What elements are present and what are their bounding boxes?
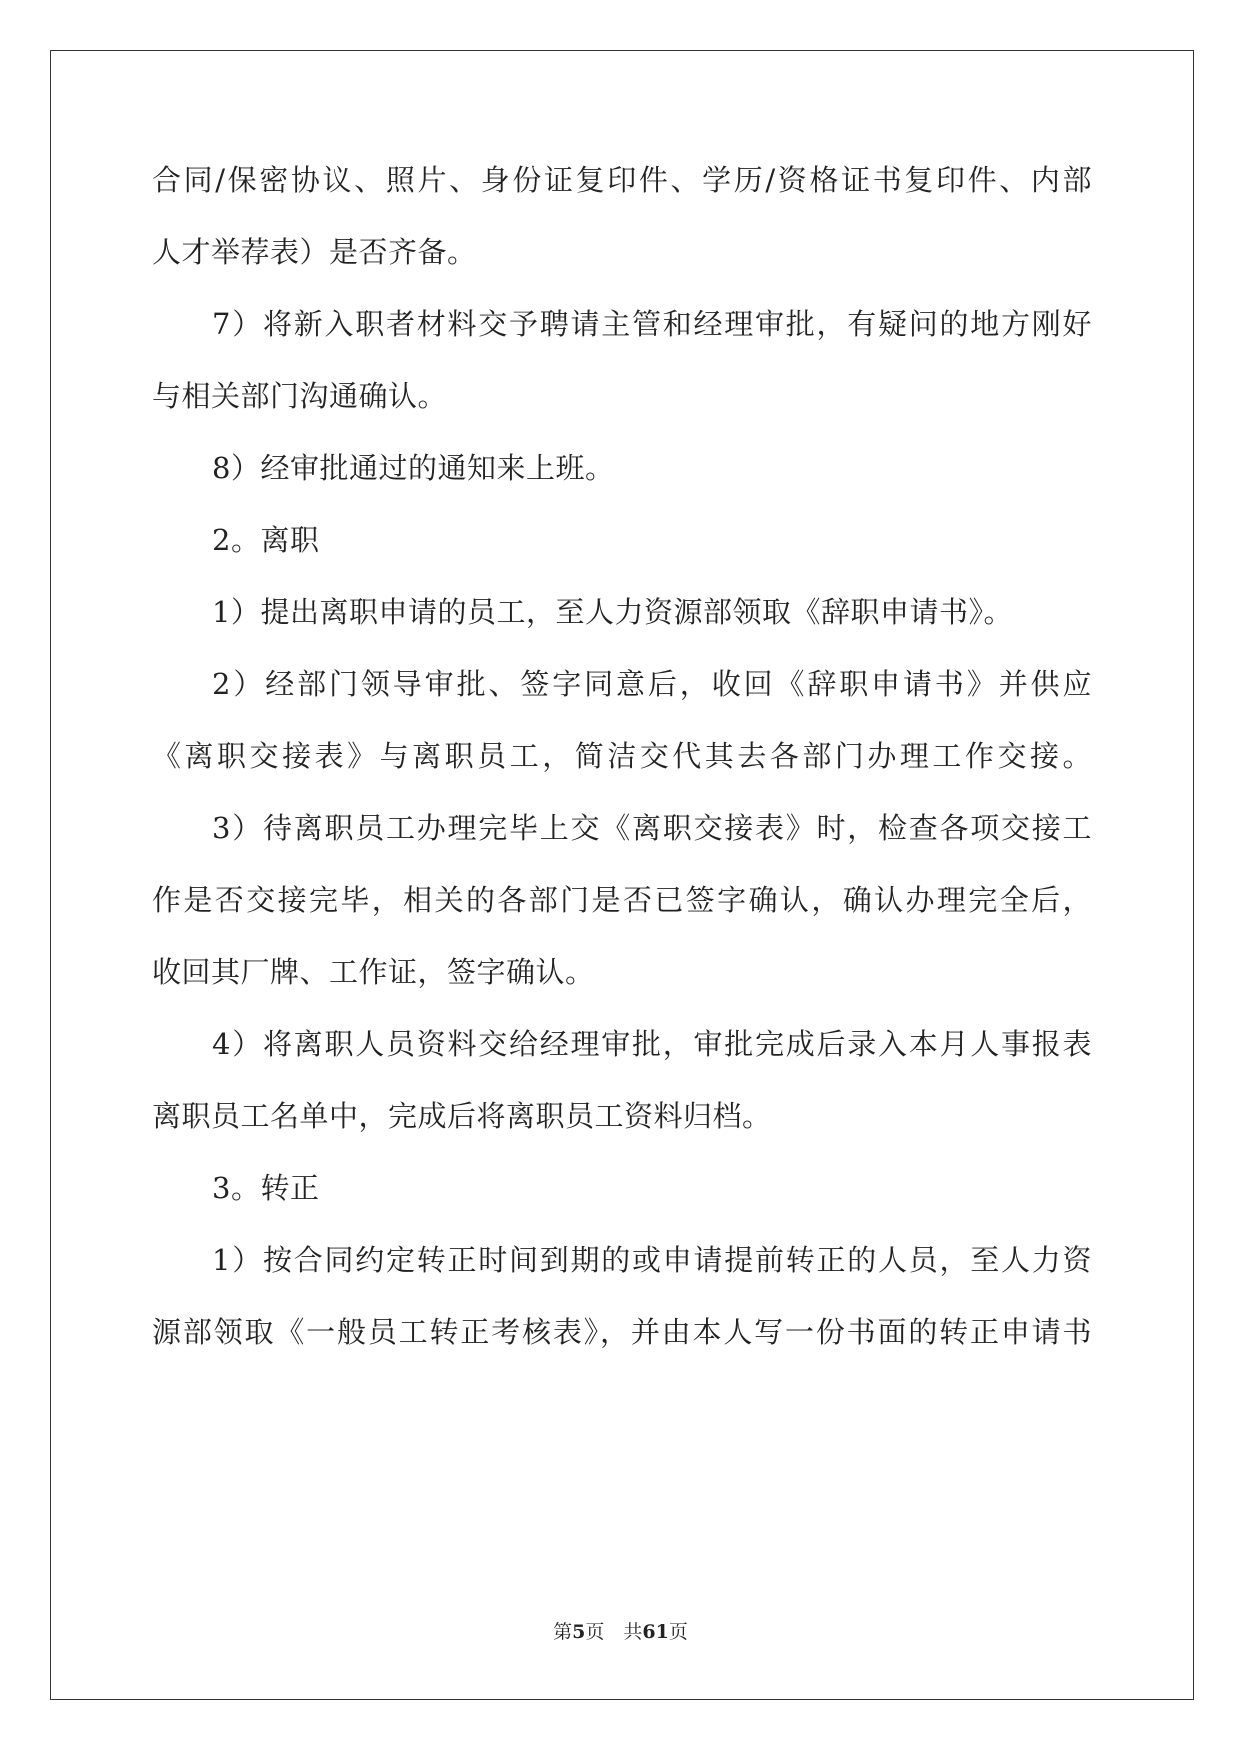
text-line: 1）提出离职申请的员工，至人力资源部领取《辞职申请书》。 bbox=[212, 595, 1013, 629]
page-border bbox=[50, 50, 1194, 1700]
total-page-number: 61 bbox=[642, 1621, 669, 1643]
text-line: 离职员工名单中，完成后将离职员工资料归档。 bbox=[152, 1099, 772, 1133]
text-line: 7）将新入职者材料交予聘请主管和经理审批，有疑问的地方刚好 bbox=[212, 307, 1092, 341]
text-line: 人才举荐表）是否齐备。 bbox=[152, 235, 477, 269]
text-line: 4）将离职人员资料交给经理审批，审批完成后录入本月人事报表 bbox=[212, 1027, 1092, 1061]
text-line: 8）经审批通过的通知来上班。 bbox=[212, 451, 615, 485]
text-line: 源部领取《一般员工转正考核表》，并由本人写一份书面的转正申请书 bbox=[152, 1315, 1092, 1349]
section-heading: 2。离职 bbox=[212, 523, 320, 557]
text-line: 合同/保密协议、照片、身份证复印件、学历/资格证书复印件、内部 bbox=[152, 163, 1092, 197]
footer-mid: 页 共 bbox=[585, 1621, 643, 1643]
text-line: 2）经部门领导审批、签字同意后，收回《辞职申请书》并供应 bbox=[212, 667, 1092, 701]
text-line: 1）按合同约定转正时间到期的或申请提前转正的人员，至人力资 bbox=[212, 1243, 1092, 1277]
text-line: 收回其厂牌、工作证，签字确认。 bbox=[152, 955, 595, 989]
text-line: 与相关部门沟通确认。 bbox=[152, 379, 448, 413]
text-line: 《离职交接表》与离职员工，简洁交代其去各部门办理工作交接。 bbox=[152, 739, 1092, 773]
text-line: 作是否交接完毕，相关的各部门是否已签字确认，确认办理完全后， bbox=[152, 883, 1092, 917]
text-line: 3）待离职员工办理完毕上交《离职交接表》时，检查各项交接工 bbox=[212, 811, 1092, 845]
section-heading: 3。转正 bbox=[212, 1171, 320, 1205]
footer-prefix: 第 bbox=[553, 1621, 573, 1643]
footer-suffix: 页 bbox=[668, 1621, 688, 1643]
page-footer bbox=[0, 1620, 1241, 1644]
current-page-number: 5 bbox=[572, 1621, 586, 1643]
